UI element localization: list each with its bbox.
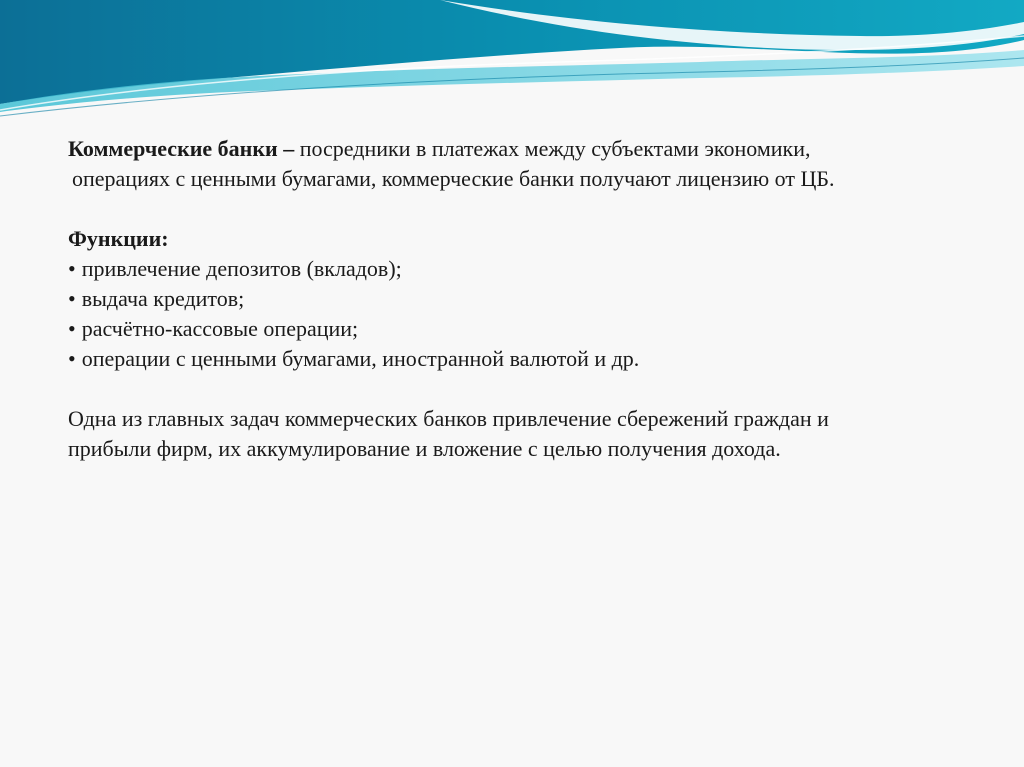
bullet-icon: • (68, 286, 76, 311)
conclusion-line-1: Одна из главных задач коммерческих банков привлечение сбережений граждан и (68, 406, 829, 431)
spacer (68, 374, 968, 404)
list-item-text: выдача кредитов; (81, 286, 245, 311)
bullet-icon: • (68, 256, 76, 281)
list-item-text: привлечение депозитов (вкладов); (81, 256, 402, 281)
list-item (68, 254, 968, 284)
functions-heading: Функции: (68, 226, 169, 251)
intro-line-1-text: посредники в платежах между субъектами экономики, (294, 136, 811, 161)
slide-body (68, 134, 968, 464)
list-item-text: операции с ценными бумагами, иностранной валютой и др. (81, 346, 640, 371)
functions-list (68, 254, 968, 374)
bullet-icon: • (68, 346, 76, 371)
intro-line-1 (68, 134, 968, 164)
bullet-icon: • (68, 316, 76, 341)
list-item (68, 314, 968, 344)
wave-header-decoration (0, 0, 1024, 120)
conclusion-line-2: прибыли фирм, их аккумулирование и вложение с целью получения дохода. (68, 436, 781, 461)
list-item-text: расчётно-кассовые операции; (81, 316, 359, 341)
list-item (68, 284, 968, 314)
list-item (68, 344, 968, 374)
spacer (68, 194, 968, 224)
intro-line-2: операциях с ценными бумагами, коммерческие банки получают лицензию от ЦБ. (72, 166, 835, 191)
term-commercial-banks: Коммерческие банки – (68, 136, 295, 161)
